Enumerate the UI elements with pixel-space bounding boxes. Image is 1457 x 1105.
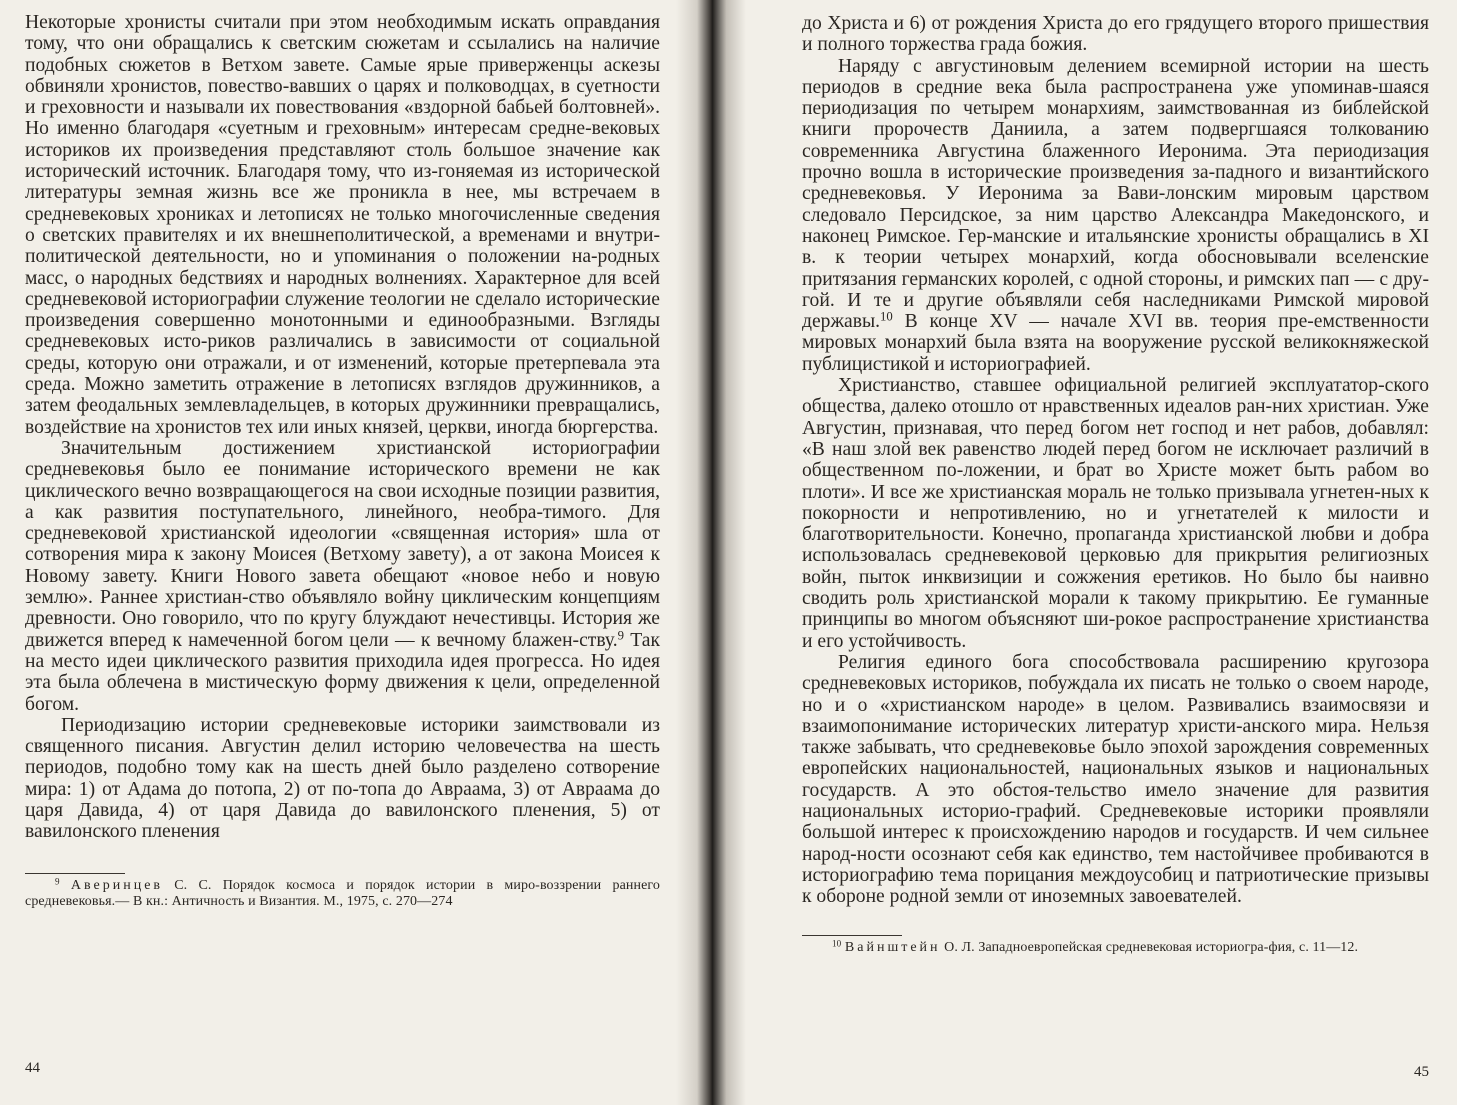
footnote-10-author: Вайнштейн — [844, 940, 941, 956]
footnote-10-number: 10 — [832, 938, 842, 949]
left-paragraph-1: Некоторые хронисты считали при этом необходимым искать оправдания тому, что они обращались к светским сюжетам и ссылались на наличие подобных сюжетов в Ветхом завете. Самые ярые приверженцы аскезы обвиняли хронистов, повество-вавших о царях и полководцах, в суетности и греховности и называли их повествования «вздорной бабьей болтовней». Но именно благодаря «суетным и греховным» интересам средне-вековых историков их произведения представляют столь большое значение как исторический источник. Благодаря тому, что из-гоняемая из исторической литературы земная жизнь все же проникла в нее, мы встречаем в средневековых хрониках и летописях не только многочисленные сведения о светских правителях и их внешнеполитической, а временами и внутри-политической деятельности, но и упоминания о положении на-родных масс, о народных бедствиях и народных волнениях. Характерное для всей средневековой историографии служение теологии не сделало исторические произведения совершенно монотонными и единообразными. Взгляды средневековых исто-риков различались в зависимости от социальной среды, которую они отражали, и от изменений, которые претерпевала эта среда. Можно заметить отражение в летописях взглядов дружинников, а затем феодальных землевладельцев, в которых дружинники превращались, воздействие на хронистов тех или иных князей, церкви, иногда бюргерства. — [25, 12, 660, 438]
left-body-text — [25, 12, 660, 843]
left-page-number: 44 — [25, 1060, 40, 1076]
right-paragraph-3: Христианство, ставшее официальной религией эксплуататор-ского общества, далеко отошло от нравственных идеалов ран-них христиан. Уже Августин, признавая, что перед богом нет господ и нет рабов, добавлял: «В наш злой век равенство людей перед богом не исключает различий в общественном по-ложении, и брат во Христе может быть рабом во плоти». И все же христианская мораль не только призывала угнетен-ных к покорности и непротивлению, но и угнетателей к милости и благотворительности. Конечно, пропаганда христианской любви и добра использовалась средневековой церковью для прикрытия религиозных войн, пыток инквизиции и сожжения еретиков. Но было бы наивно сводить роль христианской морали к такому прикрытию. Ее гуманные принципы во многом объясняют ши-рокое распространение христианства и его устойчивость. — [802, 375, 1429, 652]
right-paragraph-1: до Христа и 6) от рождения Христа до его грядущего второго пришествия и полного торжества града божия. — [802, 13, 1429, 56]
right-footnote-rule — [802, 935, 902, 936]
right-paragraph-2-tail: В конце XV — начале XVI вв. теория пре-емственности мировых монархий была взята на вооружение русской великокняжеской публицистикой и историографией. — [802, 311, 1429, 375]
right-page-number: 45 — [1414, 1064, 1429, 1080]
left-paragraph-2-tail: Так на место идеи циклического развития приходила идея прогресса. Но идея эта была облечена в мистическую форму движения к цели, определенной богом. — [25, 629, 660, 715]
left-footnote — [25, 878, 660, 911]
right-paragraph-2-text: Наряду с августиновым делением всемирной истории на шесть периодов в средние века была распространена уже упоминав-шаяся периодизация по четырем монархиям, заимствованная из библейской книги пророчеств Даниила, а затем подвергшаяся толкованию современника Августина блаженного Иеронима. Эта периодизация прочно вошла в исторические произведения за-падного и византийского средневековья. У Иеронима за Вави-лонским мировым царством следовало Персидское, за ним царство Александра Македонского, и наконец Римское. Гер-манские и итальянские хронисты обращались в XI в. к теории четырех монархий, когда обосновывали вселенские притязания германских королей, с одной стороны, и римских пап — с дру-гой. И те и другие объявляли себя наследниками Римской мировой державы. — [802, 55, 1429, 333]
left-page — [0, 0, 712, 1105]
right-body-text — [802, 13, 1429, 907]
right-paragraph-4: Религия единого бога способствовала расширению кругозора средневековых историков, побуждала их писать не только о своем народе, но и о «христианском народе» в целом. Развивались взаимосвязи и взаимопонимание исторических литератур христи-анского мира. Нельзя также забывать, что средневековье было эпохой зарождения современных европейских национальностей, национальных языков и национальных государств. А это обстоя-тельство имело значение для развития национальных историо-графий. Средневековые историки проявляли большой интерес к происхождению народов и государств. И чем сильнее народ-ности осознают себя как единство, тем настойчивее пробиваются в историографию тема порицания междоусобиц и патриотические призывы к обороне родной земли от иноземных завоевателей. — [802, 651, 1429, 908]
footnote-ref-10: 10 — [880, 309, 893, 324]
footnote-ref-9: 9 — [617, 628, 625, 643]
footnote-9-number: 9 — [55, 876, 60, 887]
right-footnote — [802, 940, 1429, 957]
left-paragraph-2 — [25, 438, 660, 715]
footnote-9-author: Аверинцев — [70, 877, 164, 893]
left-paragraph-2-text: Значительным достижением христианской историографии средневековья было ее понимание исторического времени не как циклического вечно возвращающегося на свои исходные позиции развития, а как развития поступательного, линейного, необра-тимого. Для средневековой христианской идеологии «священная история» шла от сотворения мира к закону Моисея (Ветхому завету), а от закона Моисея к Новому завету. Книги Нового завета обещают «новое небо и новую землю». Раннее христиан-ство объявляло войну циклическим концепциям древности. Оно говорило, что по кругу блуждают нечестивцы. История же движется вперед к намеченной богом цели — к вечному блажен-ству. — [25, 437, 660, 651]
right-paragraph-2 — [802, 56, 1429, 375]
left-paragraph-3: Периодизацию истории средневековые историки заимствовали из священного писания. Августин делил историю человечества на шесть периодов, подобно тому как на шесть дней было разделено сотворение мира: 1) от Адама до потопа, 2) от по-топа до Авраама, 3) от Авраама до царя Давида, 4) от царя Давида до вавилонского пленения, 5) от вавилонского пленения — [25, 714, 660, 843]
left-footnote-rule — [25, 873, 125, 874]
right-page — [712, 0, 1457, 1105]
footnote-9-text: С. С. Порядок космоса и порядок истории в миро-воззрении раннего средневековья.— В кн.: Античность и Византия. М., 1975, с. 270—274 — [25, 877, 660, 910]
footnote-10-text: О. Л. Западноевропейская средневековая историогра-фия, с. 11—12. — [940, 940, 1359, 956]
